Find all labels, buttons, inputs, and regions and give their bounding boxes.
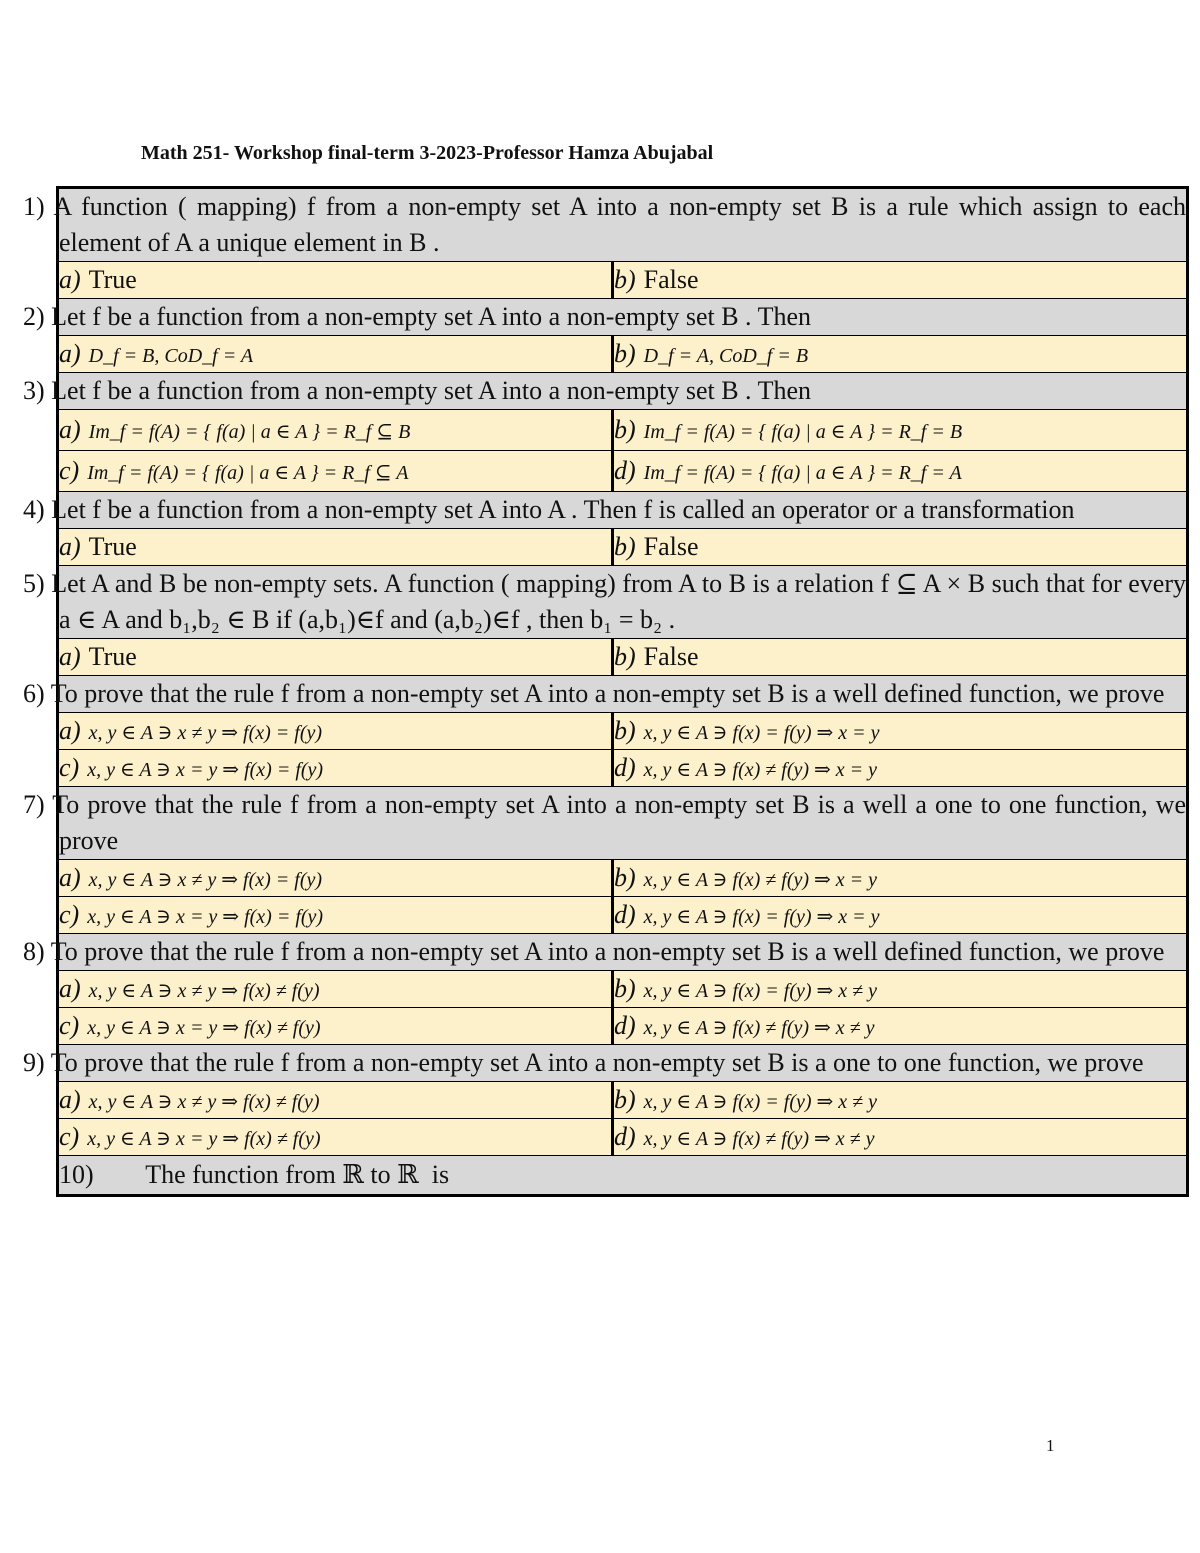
option-8d[interactable]: d) x, y ∈ A ∋ f(x) ≠ f(y) ⇒ x ≠ y bbox=[613, 1008, 1188, 1045]
question-10: 10) The function from ℝ to ℝ is bbox=[58, 1156, 1188, 1196]
option-2a[interactable]: a) D_f = B, CoD_f = A bbox=[58, 336, 613, 373]
option-3d[interactable]: d) Im_f = f(A) = { f(a) | a ∈ A } = R_f = A bbox=[613, 451, 1188, 492]
question-2: 2) Let f be a function from a non-empty set A into a non-empty set B . Then bbox=[58, 299, 1188, 336]
option-7d[interactable]: d) x, y ∈ A ∋ f(x) = f(y) ⇒ x = y bbox=[613, 897, 1188, 934]
question-4: 4) Let f be a function from a non-empty set A into A . Then f is called an operator or a transformation bbox=[58, 492, 1188, 529]
option-6a[interactable]: a) x, y ∈ A ∋ x ≠ y ⇒ f(x) = f(y) bbox=[58, 713, 613, 750]
option-3b[interactable]: b) Im_f = f(A) = { f(a) | a ∈ A } = R_f = B bbox=[613, 410, 1188, 451]
page-number: 1 bbox=[1046, 1436, 1055, 1455]
question-9: 9) To prove that the rule f from a non-empty set A into a non-empty set B is a one to one function, we prove bbox=[58, 1045, 1188, 1082]
option-9b[interactable]: b) x, y ∈ A ∋ f(x) = f(y) ⇒ x ≠ y bbox=[613, 1082, 1188, 1119]
option-4a[interactable]: a) True bbox=[58, 529, 613, 566]
option-7b[interactable]: b) x, y ∈ A ∋ f(x) ≠ f(y) ⇒ x = y bbox=[613, 860, 1188, 897]
option-9d[interactable]: d) x, y ∈ A ∋ f(x) ≠ f(y) ⇒ x ≠ y bbox=[613, 1119, 1188, 1156]
option-8b[interactable]: b) x, y ∈ A ∋ f(x) = f(y) ⇒ x ≠ y bbox=[613, 971, 1188, 1008]
question-6: 6) To prove that the rule f from a non-empty set A into a non-empty set B is a well defined function, we prove bbox=[58, 676, 1188, 713]
option-7c[interactable]: c) x, y ∈ A ∋ x = y ⇒ f(x) = f(y) bbox=[58, 897, 613, 934]
option-1a[interactable]: a) True bbox=[58, 262, 613, 299]
question-1: 1) A function ( mapping) f from a non-empty set A into a non-empty set B is a rule which assign to each element of A a unique element in B . bbox=[58, 188, 1188, 262]
question-3: 3) Let f be a function from a non-empty set A into a non-empty set B . Then bbox=[58, 373, 1188, 410]
question-5: 5) Let A and B be non-empty sets. A function ( mapping) from A to B is a relation f ⊆ A × B such that for every a ∈ A and b₁,b₂ ∈ B if (a,b₁)∈f and (a,b₂)∈f , then b₁ = b₂ . bbox=[58, 566, 1188, 639]
option-5b[interactable]: b) False bbox=[613, 639, 1188, 676]
workshop-table bbox=[23, 186, 1189, 1197]
option-5a[interactable]: a) True bbox=[58, 639, 613, 676]
option-8a[interactable]: a) x, y ∈ A ∋ x ≠ y ⇒ f(x) ≠ f(y) bbox=[58, 971, 613, 1008]
document-header: Math 251- Workshop final-term 3-2023-Professor Hamza Abujabal bbox=[141, 142, 714, 164]
option-1b[interactable]: b) False bbox=[613, 262, 1188, 299]
question-7: 7) To prove that the rule f from a non-empty set A into a non-empty set B is a well a one to one function, we prove bbox=[58, 787, 1188, 860]
option-9c[interactable]: c) x, y ∈ A ∋ x = y ⇒ f(x) ≠ f(y) bbox=[58, 1119, 613, 1156]
option-8c[interactable]: c) x, y ∈ A ∋ x = y ⇒ f(x) ≠ f(y) bbox=[58, 1008, 613, 1045]
option-6d[interactable]: d) x, y ∈ A ∋ f(x) ≠ f(y) ⇒ x = y bbox=[613, 750, 1188, 787]
option-6c[interactable]: c) x, y ∈ A ∋ x = y ⇒ f(x) = f(y) bbox=[58, 750, 613, 787]
option-3c[interactable]: c) Im_f = f(A) = { f(a) | a ∈ A } = R_f ⊆ A bbox=[58, 451, 613, 492]
option-2b[interactable]: b) D_f = A, CoD_f = B bbox=[613, 336, 1188, 373]
question-8: 8) To prove that the rule f from a non-empty set A into a non-empty set B is a well defined function, we prove bbox=[58, 934, 1188, 971]
option-6b[interactable]: b) x, y ∈ A ∋ f(x) = f(y) ⇒ x = y bbox=[613, 713, 1188, 750]
option-4b[interactable]: b) False bbox=[613, 529, 1188, 566]
option-9a[interactable]: a) x, y ∈ A ∋ x ≠ y ⇒ f(x) ≠ f(y) bbox=[58, 1082, 613, 1119]
option-3a[interactable]: a) Im_f = f(A) = { f(a) | a ∈ A } = R_f ⊆ B bbox=[58, 410, 613, 451]
option-7a[interactable]: a) x, y ∈ A ∋ x ≠ y ⇒ f(x) = f(y) bbox=[58, 860, 613, 897]
